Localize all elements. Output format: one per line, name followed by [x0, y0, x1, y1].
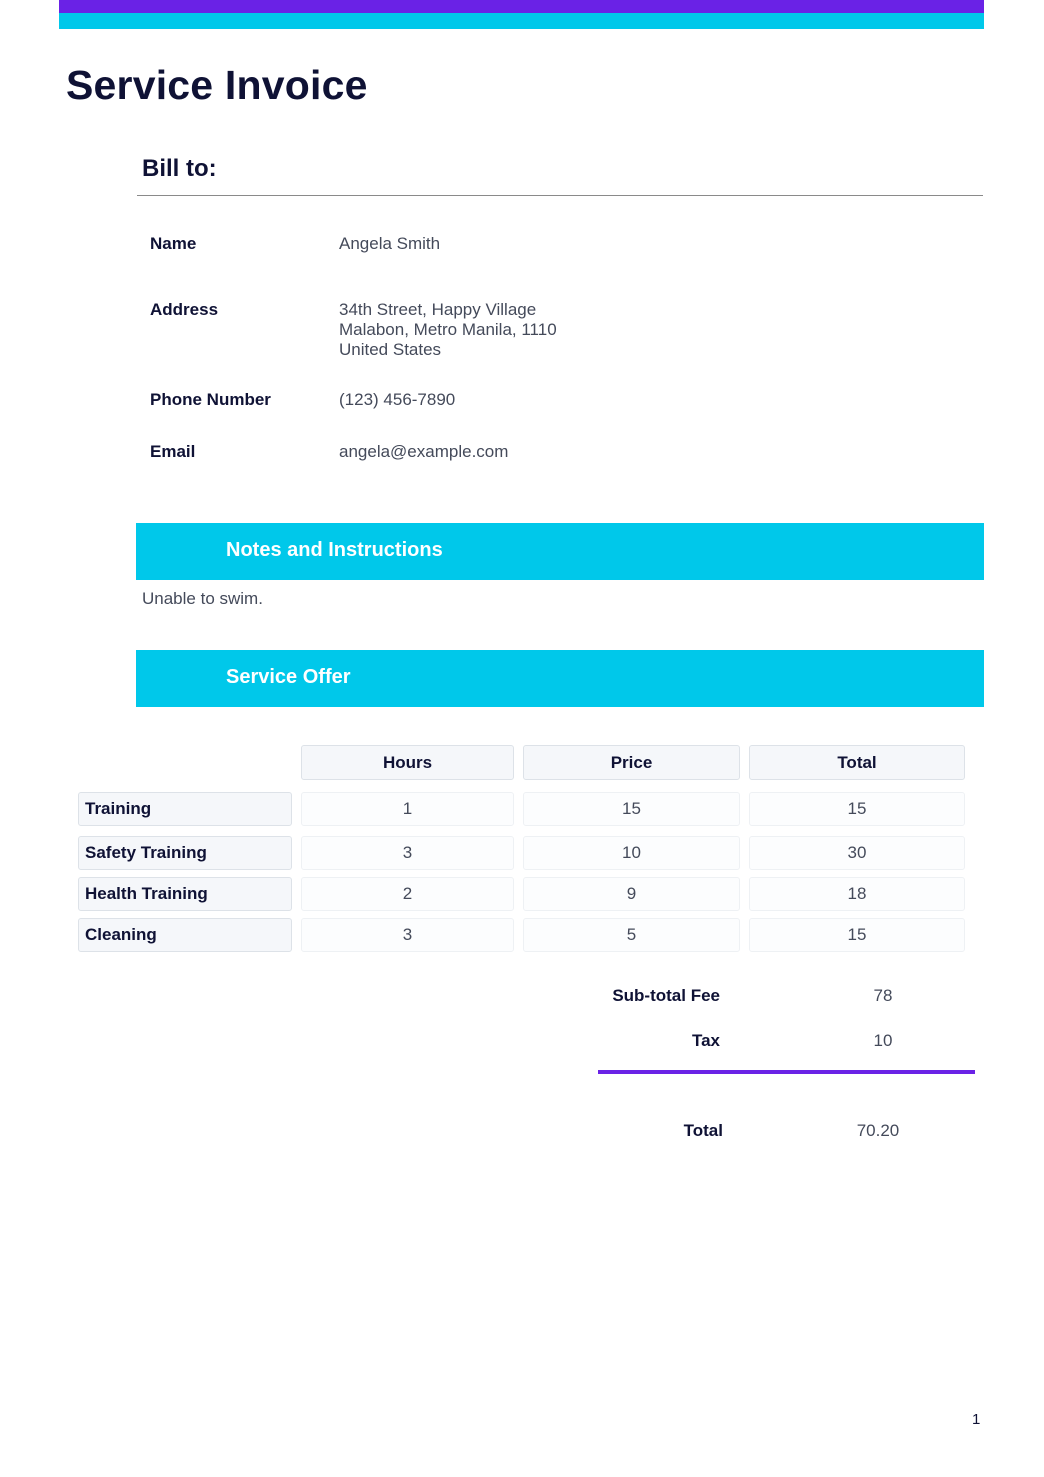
email-value: angela@example.com	[339, 442, 509, 461]
column-header-price: Price	[523, 745, 740, 780]
subtotal-label: Sub-total Fee	[612, 986, 720, 1005]
cell-price: 5	[523, 918, 740, 952]
cell-hours: 2	[301, 877, 514, 911]
address-value	[339, 300, 557, 360]
notes-text: Unable to swim.	[142, 589, 263, 608]
cell-total: 18	[749, 877, 965, 911]
row-label-safety-training: Safety Training	[78, 836, 292, 870]
total-value: 70.20	[856, 1121, 900, 1140]
cell-total: 15	[749, 918, 965, 952]
phone-value: (123) 456-7890	[339, 390, 456, 409]
subtotal-value: 78	[873, 986, 893, 1005]
cell-price: 10	[523, 836, 740, 870]
service-heading: Service Offer	[226, 666, 351, 688]
notes-heading: Notes and Instructions	[226, 539, 443, 561]
total-label: Total	[683, 1121, 723, 1140]
page-title: Service Invoice	[66, 62, 368, 108]
row-label-cleaning: Cleaning	[78, 918, 292, 952]
name-value: Angela Smith	[339, 234, 441, 253]
header-bar-cyan	[59, 13, 984, 29]
phone-label: Phone Number	[150, 390, 271, 409]
address-line: 34th Street, Happy Village	[339, 300, 537, 319]
summary-divider	[598, 1070, 975, 1074]
cell-price: 9	[523, 877, 740, 911]
cell-hours: 3	[301, 836, 514, 870]
email-label: Email	[150, 442, 196, 461]
address-line: Malabon, Metro Manila, 1110	[339, 320, 557, 339]
cell-total: 15	[749, 792, 965, 826]
tax-value: 10	[873, 1031, 893, 1050]
notes-section-header	[136, 523, 984, 580]
service-section-header	[136, 650, 984, 707]
row-label-health-training: Health Training	[78, 877, 292, 911]
cell-total: 30	[749, 836, 965, 870]
bill-to-divider	[137, 195, 983, 196]
cell-hours: 1	[301, 792, 514, 826]
page-number: 1	[972, 1411, 981, 1428]
cell-price: 15	[523, 792, 740, 826]
column-header-total: Total	[749, 745, 965, 780]
address-label: Address	[150, 300, 219, 319]
cell-hours: 3	[301, 918, 514, 952]
bill-to-heading: Bill to:	[142, 155, 217, 182]
row-label-training: Training	[78, 792, 292, 826]
address-line: United States	[339, 340, 442, 359]
column-header-hours: Hours	[301, 745, 514, 780]
header-bar-purple	[59, 0, 984, 13]
tax-label: Tax	[691, 1031, 720, 1050]
name-label: Name	[150, 234, 197, 253]
